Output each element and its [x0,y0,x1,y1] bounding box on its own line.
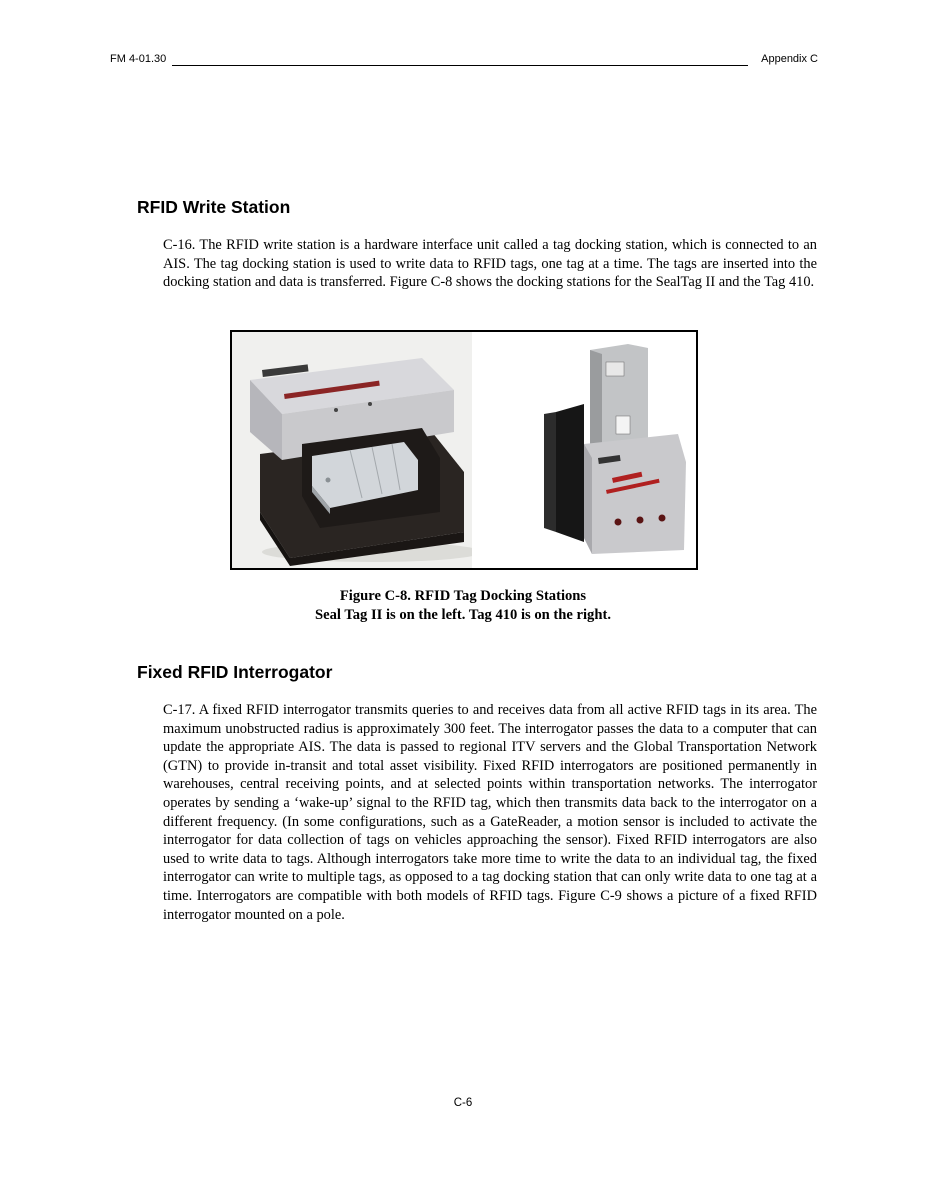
paragraph-c-17: C-17. A fixed RFID interrogator transmits queries to and receives data from all active RFID tags in its area. The maximum unobstructed radius is approximately 300 feet. The interrogator passes the data to a computer that can update the appropriate AIS. The data is passed to regional ITV servers and the Global Transportation Network (GTN) to provide in-transit and total asset visibility. Fixed RFID interrogators are positioned permanently in warehouses, central receiving points, and at selected points within transportation networks. The interrogator operates by sending a ‘wake-up’ signal to the RFID tag, which then transmits data back to the interrogator on a different frequency. (In some configurations, such as a GateReader, a motion sensor is included to activate the interrogator for data collection of tags on vehicles approaching the sensor). Fixed RFID interrogators are also used to write data to tags. Although interrogators take more time to write the data to an individual tag, the fixed interrogator can write to multiple tags, as opposed to a tag docking station that can only write data to one tag at a time. Interrogators are compatible with both models of RFID tags. Figure C-9 shows a picture of a fixed RFID interrogator mounted on a pole. [163,702,817,923]
section-heading-rfid-write-station: RFID Write Station [137,197,291,217]
running-header [110,53,818,69]
paragraph-c-16: C-16. The RFID write station is a hardware interface unit called a tag docking station, which is connected to an AIS. The tag docking station is used to write data to RFID tags, one tag at a time. The tags are inserted into the docking station and data is transferred. Figure C-8 shows the docking stations for the SealTag II and the Tag 410. [163,237,817,291]
caption-title: Figure C-8. RFID Tag Docking Stations [339,588,587,604]
header-rule [172,65,748,66]
caption-subtitle: Seal Tag II is on the left. Tag 410 is on the right. [315,606,611,623]
header-appendix: Appendix C [761,53,818,65]
figure-c-8 [230,330,698,570]
tag-410-docking-station-photo [472,332,696,568]
page-number: C-6 [453,1097,473,1109]
section-heading-fixed-rfid-interrogator: Fixed RFID Interrogator [137,662,333,682]
header-manual-id: FM 4-01.30 [110,53,167,65]
seal-tag-docking-station-photo [232,332,472,568]
figure-caption [163,587,763,624]
